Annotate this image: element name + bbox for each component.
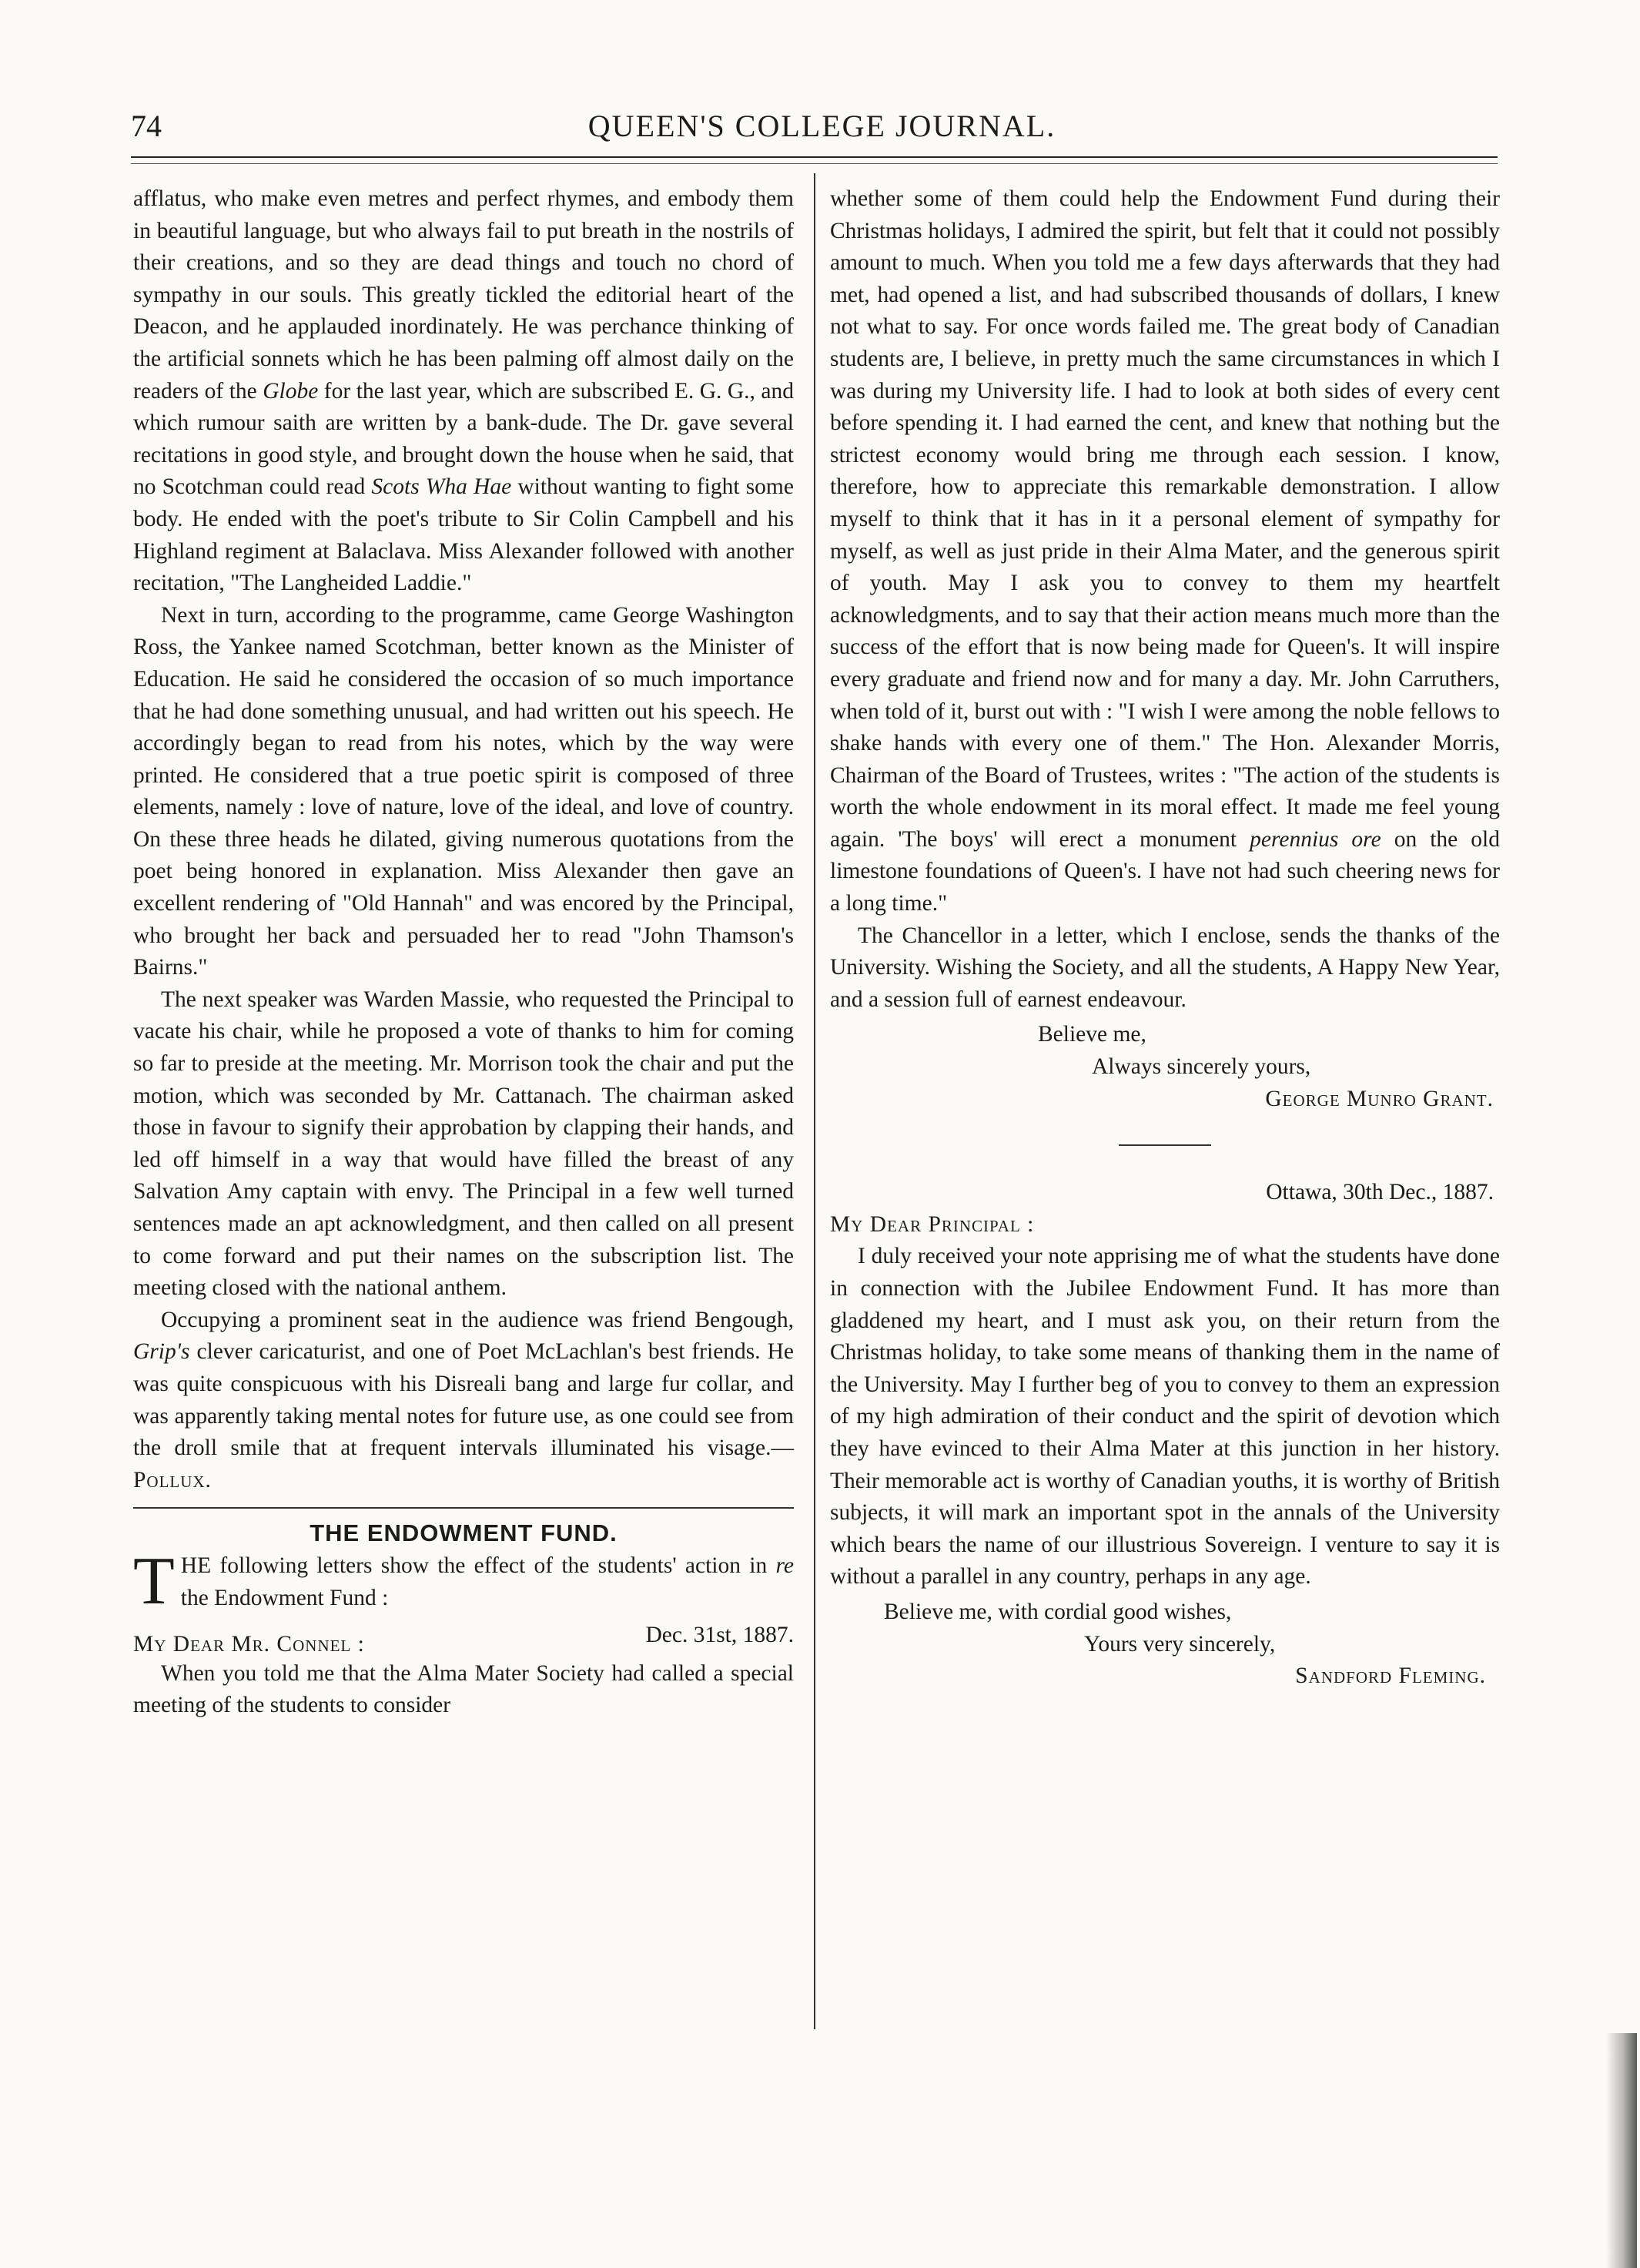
paragraph: When you told me that the Alma Mater Society had called a special meeting of the students to consider — [133, 1660, 794, 1718]
salutation: My Dear Mr. Connel : — [133, 1631, 365, 1657]
page-edge-shadow — [1606, 2033, 1637, 2268]
paragraph: I duly received your note apprising me of what the students have done in connection with the Jubilee Endowment Fund. It has more than gladdened my heart, and I must ask you, on their return from the Christmas holiday, to take some means of thanking them in the name of the University. May I further beg of you to convey to them an expression of my high admiration of their conduct and the spirit of devotion which they have evinced to their Alma Mater at this junction in her history. Their memorable act is worthy of Canadian youths, it is worthy of British subjects, it will mark an important spot in the annals of the University which bears the name of our illustrious Sovereign. I venture to say it is without a parallel in any country, perhaps in any age. — [830, 1244, 1500, 1590]
letter-closing: Believe me, with cordial good wishes, Yours very sincerely, Sandford Fleming. — [830, 1596, 1500, 1693]
letter-closing: Believe me, Always sincerely yours, George Munro Grant. — [830, 1019, 1500, 1115]
right-column — [830, 183, 1500, 1693]
left-column — [133, 183, 794, 1722]
letter-date: Dec. 31st, 1887. — [645, 1622, 794, 1647]
signature: Sandford Fleming. — [1295, 1663, 1486, 1689]
separator-rule — [1119, 1144, 1211, 1146]
letter-heading — [133, 1620, 794, 1658]
section-rule — [133, 1507, 794, 1509]
letter-date: Ottawa, 30th Dec., 1887. — [1266, 1180, 1494, 1205]
paragraph: Occupying a prominent seat in the audience was friend Bengough, Grip's clever caricaturist, and one of Poet McLachlan's best friends. He was quite conspicuous with his Disreali bang and large fur collar, and was apparently taking mental notes for future use, as one could see from the droll smile that at frequent intervals illuminated his visage.—Pollux. — [133, 1307, 794, 1492]
header-rule-thin — [131, 163, 1498, 164]
signature: George Munro Grant. — [1265, 1086, 1494, 1111]
paragraph: whether some of them could help the Endowment Fund during their Christmas holidays, I admired the spirit, but felt that it could not possibly amount to much. When you told me a few days afterwards that they had met, had opened a list, and had subscribed thousands of dollars, I knew not what to say. For once words failed me. The great body of Canadian students are, I believe, in pretty much the same circumstances in which I was during my University life. I had to look at both sides of every cent before spending it. I had earned the cent, and knew that nothing but the strictest economy would bring me through each session. I know, therefore, how to appreciate this remarkable demonstration. I allow myself to think that it has in it a personal element of sympathy for myself, as well as just pride in their Alma Mater, and the generous spirit of youth. May I ask you to convey to them my heartfelt acknowledgments, and to say that their action means much more than the success of the effort that is now being made for Queen's. It will inspire every graduate and friend now and for many a day. Mr. John Carruthers, when told of it, burst out with : "I wish I were among the noble fellows to shake hands with every one of them." The Hon. Alexander Morris, Chairman of the Board of Trustees, writes : "The action of the students is worth the whole endowment in its moral effect. It made me feel young again. 'The boys' will erect a monument perennius ore on the old limestone foundations of Queen's. I have not had such cheering news for a long time." — [830, 186, 1500, 916]
journal-title: QUEEN'S COLLEGE JOURNAL. — [587, 109, 1056, 143]
paragraph: afflatus, who make even metres and perfect rhymes, and embody them in beautiful language, but who always fail to put breath in the nostrils of their creations, and so they are dead things and touch no chord of sympathy in our souls. This greatly tickled the editorial heart of the Deacon, and he applauded inordinately. He was perchance thinking of the artificial sonnets which he has been palming off almost daily on the readers of the Globe for the last year, which are subscribed E. G. G., and which rumour saith are written by a bank-dude. The Dr. gave several recitations in good style, and brought down the house when he said, that no Scotchman could read Scots Wha Hae without wanting to fight some body. He ended with the poet's tribute to Sir Colin Campbell and his Highland regiment at Balaclava. Miss Alexander followed with another recitation, "The Langheided Laddie." — [133, 186, 794, 596]
paragraph: Next in turn, according to the programme, came George Washington Ross, the Yankee named Scotchman, better known as the Minister of Education. He said he considered the occasion of so much importance that he had done something unusual, and had written out his speech. He accordingly began to read from his notes, which by the way were printed. He considered that a true poetic spirit is composed of three elements, namely : love of nature, love of the ideal, and love of country. On these three heads he dilated, giving numerous quotations from the poet being honored in explanation. Miss Alexander then gave an excellent rendering of "Old Hannah" and was encored by the Principal, who brought her back and persuaded her to read "John Thamson's Bairns." — [133, 602, 794, 980]
drop-cap: T — [133, 1544, 175, 1620]
page-header — [131, 108, 1513, 154]
section-intro: THE following letters show the effect of the students' action in re the Endowment Fund : — [133, 1544, 794, 1620]
paragraph: The next speaker was Warden Massie, who requested the Principal to vacate his chair, while he proposed a vote of thanks to him for coming so far to preside at the meeting. Mr. Morrison took the chair and put the motion, which was seconded by Mr. Cattanach. The chairman asked those in favour to signify their approbation by clapping their hands, and led off himself in a way that would have filled the breast of any Salvation Amy captain with envy. The Principal in a few well turned sentences made an apt acknowledgment, and then called on all present to come forward and put their names on the subscription list. The meeting closed with the national anthem. — [133, 987, 794, 1301]
column-divider — [814, 173, 815, 2029]
salutation: My Dear Principal : — [830, 1211, 1035, 1237]
header-rule — [131, 156, 1498, 158]
paragraph: The Chancellor in a letter, which I enclose, sends the thanks of the University. Wishing the Society, and all the students, A Happy New Year, and a session full of earnest endeavour. — [830, 923, 1500, 1012]
section-title: THE ENDOWMENT FUND. — [310, 1519, 618, 1547]
author-signature: Pollux. — [133, 1467, 212, 1492]
page-number: 74 — [131, 109, 162, 143]
